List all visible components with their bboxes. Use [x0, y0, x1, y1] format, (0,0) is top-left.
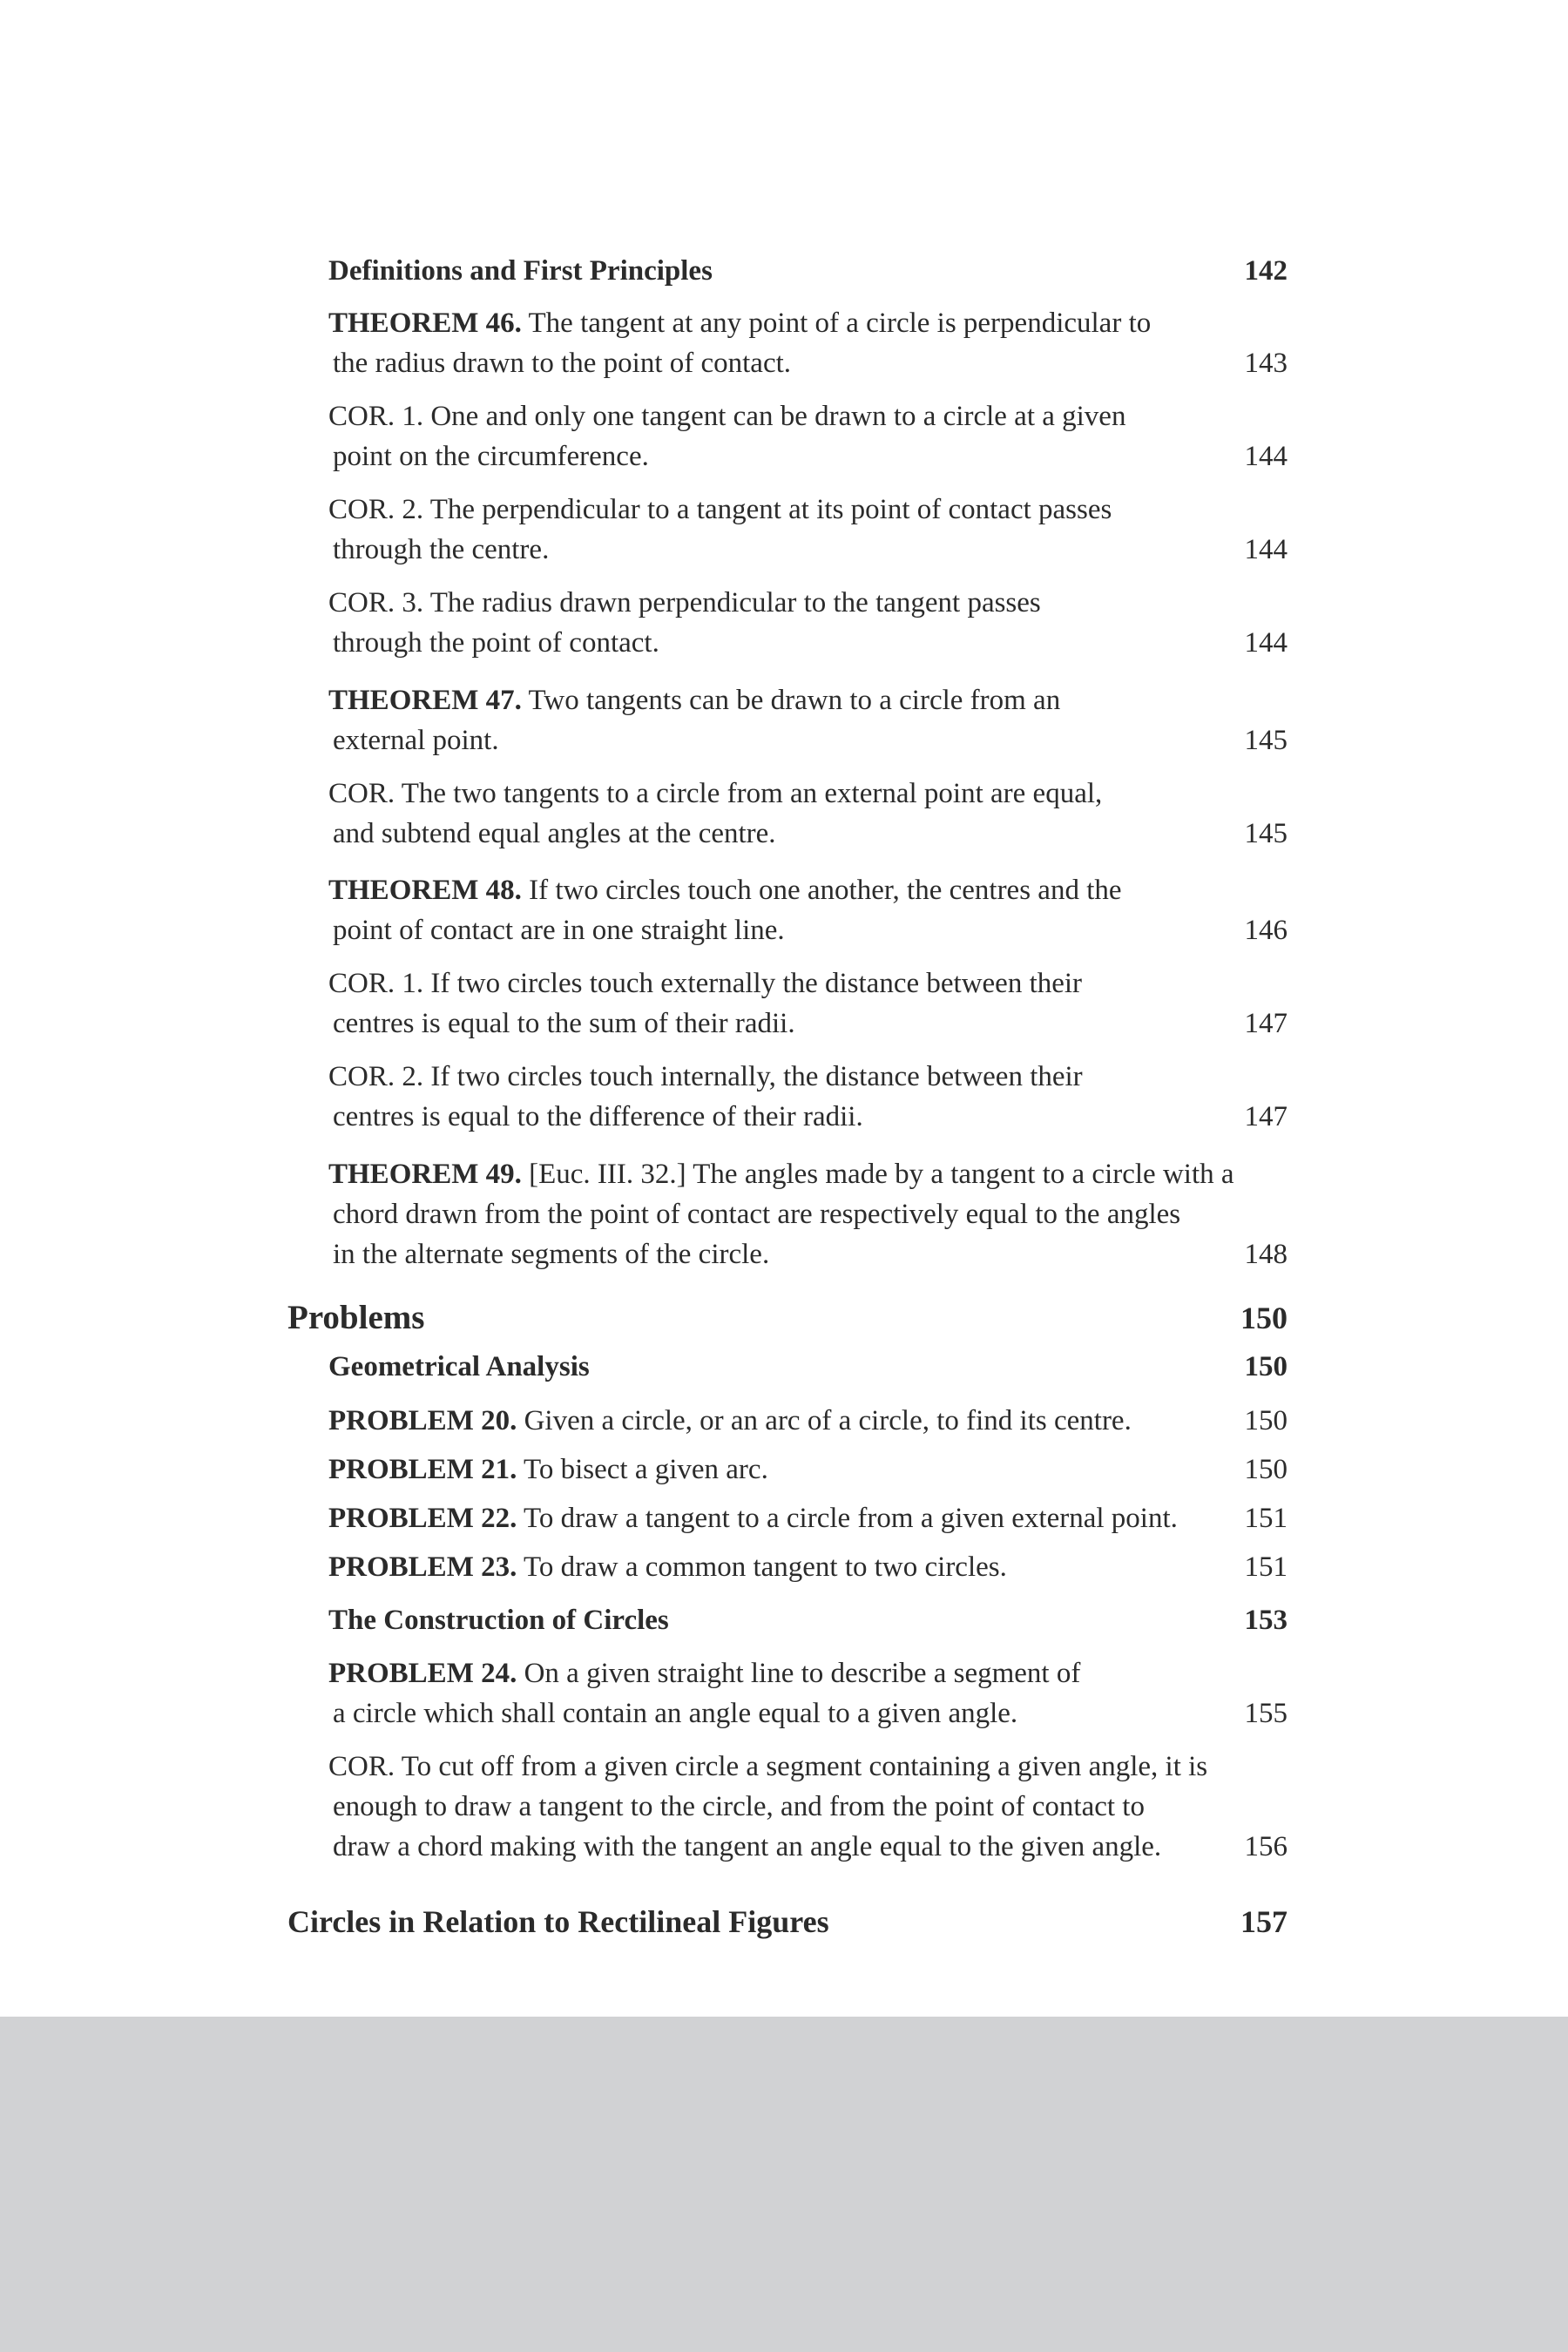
- page-bottom-band: [0, 2017, 1568, 2352]
- page-number: 144: [1244, 441, 1288, 472]
- entry-line: On a given straight line to describe a segment of: [517, 1658, 1081, 1689]
- entry-line: point on the circumference.: [333, 441, 649, 472]
- entry-line: If two circles touch one another, the centres and the: [521, 875, 1122, 906]
- entry-line: and subtend equal angles at the centre.: [333, 818, 776, 849]
- toc-entry-problem-23: [328, 1547, 1007, 1587]
- page-number: 147: [1244, 1101, 1288, 1132]
- entry-line: the radius drawn to the point of contact.: [333, 348, 792, 379]
- page-number: 151: [1244, 1551, 1288, 1583]
- subsection-page-geometrical-analysis: 150: [1244, 1351, 1288, 1382]
- section-page-problems: 150: [1240, 1301, 1288, 1335]
- entry-line: Given a circle, or an arc of a circle, to find its centre.: [517, 1405, 1132, 1436]
- entry-line: COR. 1. One and only one tangent can be drawn to a circle at a given: [328, 401, 1126, 432]
- entry-line: draw a chord making with the tangent an angle equal to the given angle.: [333, 1831, 1162, 1862]
- subsection-title-definitions: Definitions and First Principles: [328, 255, 713, 287]
- section-title-circles-rectilineal: Circles in Relation to Rectilineal Figures: [287, 1904, 829, 1939]
- toc-entry-problem-22: [328, 1498, 1178, 1538]
- entry-line: COR. 1. If two circles touch externally the distance between their: [328, 968, 1083, 999]
- page-number: 147: [1244, 1008, 1288, 1039]
- toc-entry-cor-46-2: [328, 490, 1269, 570]
- entry-line: COR. 2. If two circles touch internally, the distance between their: [328, 1061, 1083, 1092]
- entry-line: COR. To cut off from a given circle a segment containing a given angle, it is: [328, 1751, 1208, 1782]
- entry-line: The tangent at any point of a circle is perpendicular to: [521, 308, 1152, 339]
- entry-lead: PROBLEM 20.: [328, 1405, 517, 1436]
- entry-line: in the alternate segments of the circle.: [333, 1239, 770, 1270]
- entry-line: enough to draw a tangent to the circle, and from the point of contact to: [333, 1791, 1145, 1822]
- entry-line: COR. 3. The radius drawn perpendicular to the tangent passes: [328, 587, 1041, 618]
- entry-line: Two tangents can be drawn to a circle from an: [521, 685, 1061, 716]
- toc-entry-problem-21: [328, 1450, 768, 1490]
- page-number: 150: [1244, 1405, 1288, 1436]
- entry-lead: PROBLEM 22.: [328, 1503, 517, 1534]
- subsection-page-construction-of-circles: 153: [1244, 1605, 1288, 1636]
- page-number: 150: [1244, 1454, 1288, 1485]
- entry-line: through the point of contact.: [333, 627, 659, 659]
- entry-lead: PROBLEM 24.: [328, 1658, 517, 1689]
- page-number: 143: [1244, 348, 1288, 379]
- toc-entry-cor-47: [328, 774, 1269, 854]
- entry-line: chord drawn from the point of contact are respectively equal to the angles: [333, 1199, 1181, 1230]
- toc-entry-theorem-49: [328, 1154, 1304, 1274]
- page-number: 145: [1244, 818, 1288, 849]
- toc-entry-theorem-47: [328, 680, 1269, 760]
- page-number: 148: [1244, 1239, 1288, 1270]
- entry-line: centres is equal to the difference of their radii.: [333, 1101, 863, 1132]
- entry-line: COR. The two tangents to a circle from an external point are equal,: [328, 778, 1103, 809]
- entry-lead: THEOREM 47.: [328, 685, 522, 716]
- toc-entry-problem-20: [328, 1401, 1132, 1441]
- page-number: 151: [1244, 1503, 1288, 1534]
- page-number: 155: [1244, 1698, 1288, 1729]
- subsection-page-definitions: 142: [1244, 255, 1288, 287]
- entry-line: external point.: [333, 725, 499, 756]
- section-title-problems: Problems: [287, 1299, 425, 1336]
- page-number: 146: [1244, 915, 1288, 946]
- entry-line: a circle which shall contain an angle equal to a given angle.: [333, 1698, 1018, 1729]
- entry-lead: THEOREM 46.: [328, 308, 522, 339]
- toc-entry-problem-24: [328, 1653, 1269, 1734]
- entry-line: through the centre.: [333, 534, 550, 565]
- entry-line: To draw a tangent to a circle from a given external point.: [517, 1503, 1178, 1534]
- entry-line: To bisect a given arc.: [517, 1454, 768, 1485]
- subsection-title-construction-of-circles: The Construction of Circles: [328, 1605, 669, 1636]
- entry-line: point of contact are in one straight line.: [333, 915, 785, 946]
- entry-lead: THEOREM 49.: [328, 1159, 522, 1190]
- toc-entry-cor-48-1: [328, 963, 1269, 1044]
- page-number: 156: [1244, 1831, 1288, 1862]
- entry-line: To draw a common tangent to two circles.: [517, 1551, 1007, 1583]
- entry-line: centres is equal to the sum of their radii.: [333, 1008, 795, 1039]
- toc-entry-theorem-46: [328, 303, 1269, 383]
- entry-lead: PROBLEM 23.: [328, 1551, 517, 1583]
- entry-line: COR. 2. The perpendicular to a tangent at its point of contact passes: [328, 494, 1112, 525]
- toc-entry-cor-46-1: [328, 396, 1269, 476]
- toc-entry-cor-24: [328, 1747, 1269, 1867]
- section-page-circles-rectilineal: 157: [1240, 1904, 1288, 1939]
- entry-line: [Euc. III. 32.] The angles made by a tangent to a circle with a: [521, 1159, 1234, 1190]
- toc-entry-theorem-48: [328, 870, 1269, 950]
- entry-lead: PROBLEM 21.: [328, 1454, 517, 1485]
- toc-entry-cor-48-2: [328, 1057, 1269, 1137]
- entry-lead: THEOREM 48.: [328, 875, 522, 906]
- subsection-title-geometrical-analysis: Geometrical Analysis: [328, 1351, 590, 1382]
- page-number: 144: [1244, 627, 1288, 659]
- page-number: 144: [1244, 534, 1288, 565]
- page-number: 145: [1244, 725, 1288, 756]
- toc-entry-cor-46-3: [328, 583, 1269, 663]
